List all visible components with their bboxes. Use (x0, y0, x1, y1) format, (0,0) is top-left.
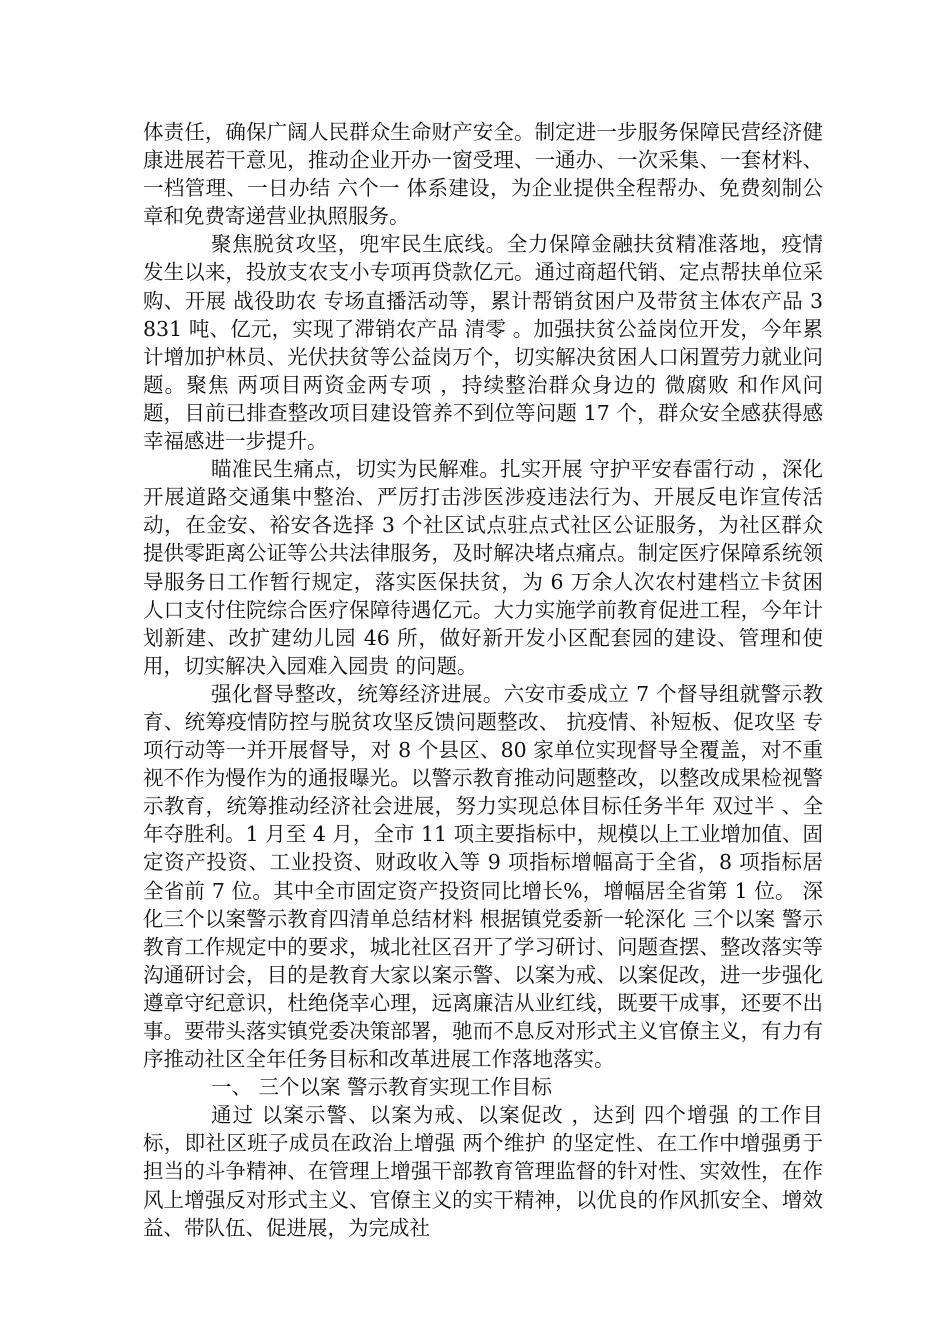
paragraph-livelihood: 瞄准民生痛点，切实为民解难。扎实开展 守护平安春雷行动 ，深化开展道路交通集中整治、严厉打击涉医涉疫违法行为、开展反电诈宣传活动，在金安、裕安各选择 3 个社区试点驻点式社区公证服务，为社区群众提供零距离公证等公共法律服务，及时解决堵点痛点。制定医疗保障系统领导服务日工作暂行规定，落实医保扶贫，为 6 万余人次农村建档立卡贫困人口支付住院综合医疗保障待遇亿元。大力实施学前教育促进工程，今年计划新建、改扩建幼儿园 46 所，做好新开发小区配套园的建设、管理和使用，切实解决入园难入园贵 的问题。 (143, 457, 823, 678)
section-heading: 一、 三个以案 警示教育实现工作目标 (211, 1075, 553, 1100)
paragraph-poverty: 聚焦脱贫攻坚，兜牢民生底线。全力保障金融扶贫精准落地，疫情发生以来，投放支农支小专项再贷款亿元。通过商超代销、定点帮扶单位采购、开展 战役助农 专场直播活动等，累计帮销贫困户及带贫主体农产品 3831 吨、亿元，实现了滞销农产品 清零 。加强扶贫公益岗位开发，今年累计增加护林员、光伏扶贫等公益岗万个，切实解决贫困人口闲置劳力就业问题。聚焦 两项目两资金两专项 ，持续整治群众身边的 微腐败 和作风问题，目前已排查整改项目建设管养不到位等问题 17 个，群众安全感获得感幸福感进一步提升。 (143, 232, 823, 454)
paragraph-supervision: 强化督导整改，统筹经济进展。六安市委成立 7 个督导组就警示教育、统筹疫情防控与脱贫攻坚反馈问题整改、 抗疫情、补短板、促攻坚 专项行动等一并开展督导，对 8 个县区、80 家单位实现督导全覆盖，对不重视不作为慢作为的通报曝光。以警示教育推动问题整改，以整改成果检视警示教育，统筹推动经济社会进展，努力实现总体目标任务半年 双过半 、全年夺胜利。1 月至 4 月，全市 11 项主要指标中，规模以上工业增加值、固定资产投资、工业投资、财政收入等 9 项指标增幅高于全省，8 项指标居全省前 7 位。其中全市固定资产投资同比增长%，增幅居全省第 1 位。 深化三个以案警示教育四清单总结材料 根据镇党委新一轮深化 三个以案 警示教育工作规定中的要求，城北社区召开了学习研讨、问题查摆、整改落实等沟通研讨会，目的是教育大家以案示警、以案为戒、以案促改，进一步强化遵章守纪意识，杜绝侥幸心理，远离廉洁从业红线，既要干成事，还要不出事。要带头落实镇党委决策部署，驰而不息反对形式主义官僚主义，有力有序推动社区全年任务目标和改革进展工作落地落实。 (143, 681, 823, 1072)
document-page (143, 118, 823, 1242)
paragraph-continuation: 体责任，确保广阔人民群众生命财产安全。制定进一步服务保障民营经济健康进展若干意见，推动企业开办一窗受理、一通办、一次采集、一套材料、一档管理、一日办结 六个一 体系建设，为企业提供全程帮办、免费刻制公章和免费寄递营业执照服务。 (143, 120, 823, 229)
paragraph-goals: 通过 以案示警、以案为戒、以案促改 ，达到 四个增强 的工作目标，即社区班子成员在政治上增强 两个维护 的坚定性、在工作中增强勇于担当的斗争精神、在管理上增强干部教育管理监督的针对性、实效性，在作风上增强反对形式主义、官僚主义的实干精神，以优良的作风抓安全、增效益、带队伍、促进展，为完成社 (143, 1103, 823, 1240)
